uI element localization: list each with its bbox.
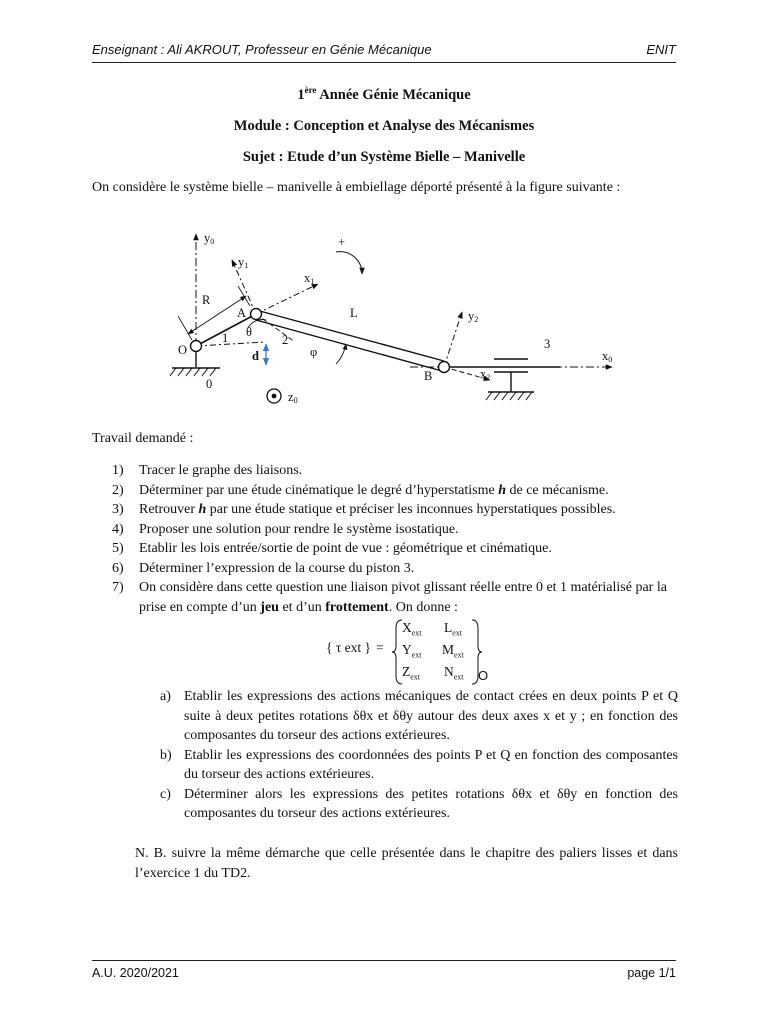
- pin-a: [251, 309, 262, 320]
- footer-year: A.U. 2020/2021: [92, 966, 179, 980]
- x1-label: x1: [304, 271, 315, 286]
- torseur-point: O: [478, 668, 489, 683]
- x0-label: x0: [602, 349, 613, 364]
- y1-label: y1: [238, 255, 249, 270]
- x1-axis: [256, 284, 318, 314]
- list-item: b) Etablir les expressions des coordonnées des points P et Q en fonction des composantes du torseur des actions extérieures.: [160, 747, 678, 782]
- label-r: R: [202, 293, 211, 307]
- torseur-n: $N_{ext}$: [444, 664, 464, 682]
- label-0: 0: [206, 377, 213, 391]
- page-footer: [92, 960, 676, 983]
- list-item: 4) Proposer une solution pour rendre le système isostatique.: [112, 521, 459, 537]
- work-title: Travail demandé :: [92, 431, 194, 446]
- label-o: O: [178, 343, 188, 357]
- header-school: ENIT: [646, 42, 676, 57]
- torseur-l: $L_{ext}$: [444, 620, 463, 638]
- torseur-m: $M_{ext}$: [442, 642, 464, 660]
- list-item: c) Déterminer alors les expressions des petites rotations δθx et δθy en fonction des composantes du torseur des actions extérieures.: [160, 786, 678, 821]
- list-item: 2) Déterminer par une étude cinématique le degré d’hyperstatisme h de ce mécanisme.: [112, 482, 609, 498]
- label-1: 1: [222, 331, 229, 345]
- label-3: 3: [544, 337, 551, 351]
- label-b: B: [424, 369, 433, 383]
- list-item: 6) Déterminer l’expression de la course du piston 3.: [112, 560, 415, 576]
- task-list: [112, 461, 682, 617]
- axis-2: [256, 314, 295, 342]
- label-a: A: [237, 306, 247, 320]
- z0-label: z0: [288, 390, 298, 405]
- list-item: 7) On considère dans cette question une liaison pivot glissant réelle entre 0 et 1 matérialisé par la prise en compte d’un jeu et d’un frottement. On donne :: [112, 580, 667, 615]
- note-nb: N. B. suivre la même démarche que celle présentée dans le chapitre des paliers lisses et dans l’exercice 1 du TD2.: [135, 846, 678, 881]
- torseur-z: $Z_{ext}$: [402, 664, 421, 682]
- title-year: 1ère Année Génie Mécanique: [297, 85, 471, 103]
- subtask-list: [160, 687, 678, 824]
- y2-label: y2: [468, 309, 479, 324]
- pin-o: [191, 341, 202, 352]
- x2-label: x2: [480, 367, 491, 382]
- rotation-arrow: [336, 252, 362, 274]
- label-l: L: [350, 306, 358, 320]
- label-d: d: [252, 349, 259, 363]
- title-module: Module : Conception et Analyse des Mécanismes: [233, 118, 535, 134]
- list-item: 1) Tracer le graphe des liaisons.: [112, 463, 303, 478]
- header-teacher: Enseignant : Ali AKROUT, Professeur en Génie Mécanique: [92, 42, 432, 57]
- page-header: [92, 40, 676, 63]
- torseur-x: $X_{ext}$: [402, 620, 422, 638]
- label-plus: +: [338, 235, 346, 249]
- torseur-y: $Y_{ext}$: [402, 642, 422, 660]
- title-subject: Sujet : Etude d’un Système Bielle – Manivelle: [242, 149, 526, 165]
- label-theta: θ: [246, 325, 252, 339]
- pin-b: [439, 362, 450, 373]
- intro-text: On considère le système bielle – manivelle à embiellage déporté présenté à la figure suivante :: [92, 180, 621, 195]
- z0-symbol-dot: [272, 394, 277, 399]
- list-item: a) Etablir les expressions des actions mécaniques de contact crées en deux points P et Q suite à deux petites rotations δθx et δθy autour des deux axes x et y ; en fonction des composantes du torseur des actions extérieures.: [160, 689, 678, 743]
- y0-label: y0: [204, 231, 215, 246]
- torseur-equals: =: [376, 640, 384, 655]
- torseur-lhs: { τ ext }: [326, 640, 372, 655]
- label-phi: φ: [310, 345, 318, 359]
- crank-rod-figure: [150, 222, 630, 417]
- label-2: 2: [282, 333, 289, 347]
- phi-arc: [336, 344, 346, 364]
- list-item: 5) Etablir les lois entrée/sortie de point de vue : géométrique et cinématique.: [112, 541, 552, 556]
- list-item: 3) Retrouver h par une étude statique et préciser les inconnues hyperstatiques possibles.: [112, 502, 616, 517]
- axis-through-o: [196, 342, 265, 346]
- y2-axis: [444, 312, 462, 367]
- footer-page: page 1/1: [627, 966, 676, 980]
- torseur-equation: [320, 618, 490, 686]
